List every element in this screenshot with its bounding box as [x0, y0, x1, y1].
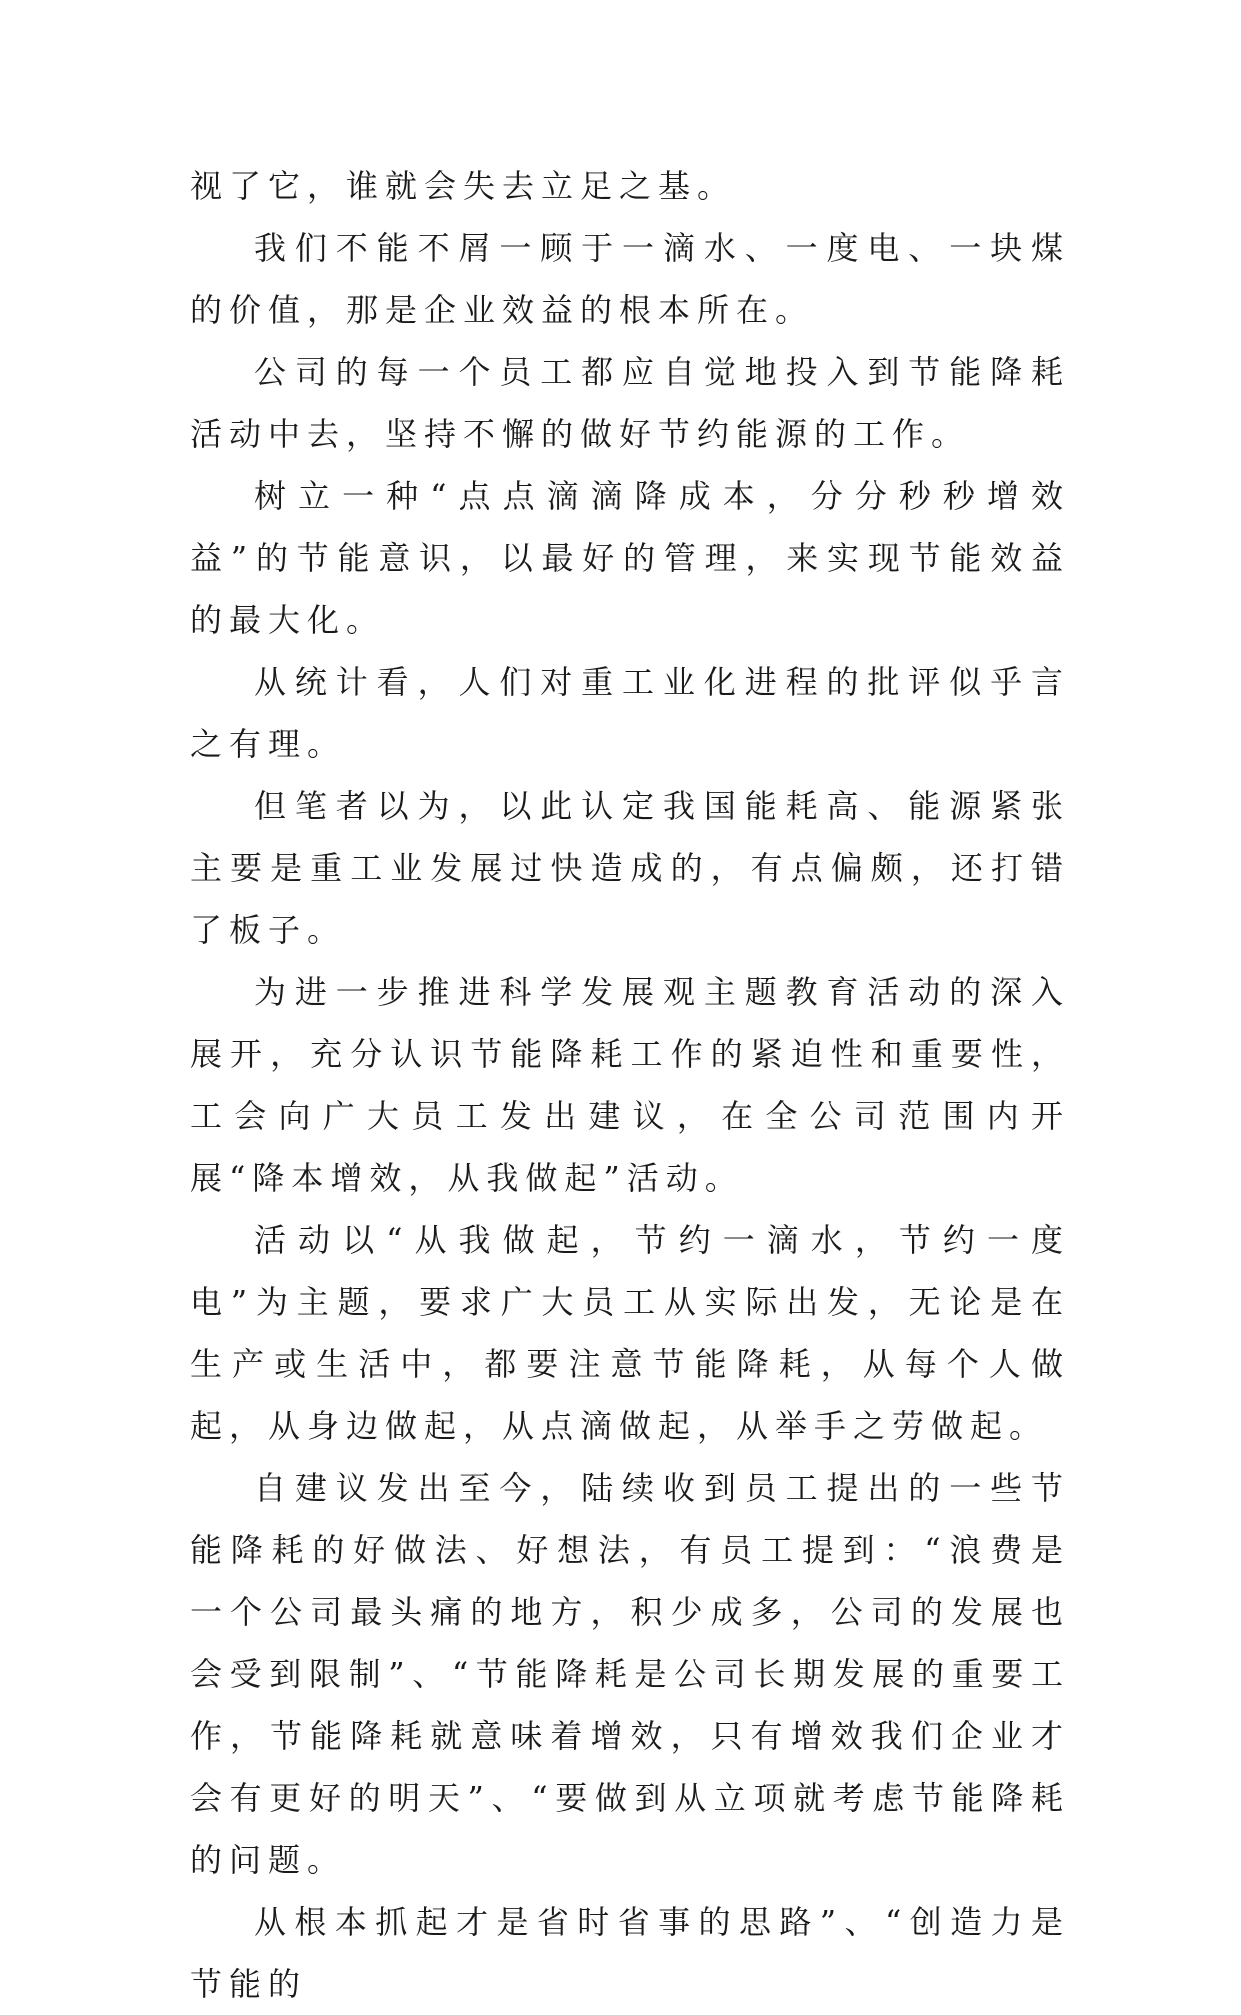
paragraph: 树立一种“点点滴滴降成本，分分秒秒增效益”的节能意识，以最好的管理，来实现节能效益的最大化。	[190, 477, 1070, 639]
paragraph: 公司的每一个员工都应自觉地投入到节能降耗活动中去，坚持不懈的做好节约能源的工作。	[190, 353, 1070, 453]
paragraph-truncated: 从根本抓起才是省时省事的思路”、“创造力是节能的	[190, 1903, 1070, 2003]
paragraph: 自建议发出至今，陆续收到员工提出的一些节能降耗的好做法、好想法，有员工提到：“浪费是一个公司最头痛的地方，积少成多，公司的发展也会受到限制”、“节能降耗是公司长期发展的重要工作，节能降耗就意味着增效，只有增效我们企业才会有更好的明天”、“要做到从立项就考虑节能降耗的问题。	[190, 1469, 1070, 1879]
paragraph: 活动以“从我做起，节约一滴水，节约一度电”为主题，要求广大员工从实际出发，无论是在生产或生活中，都要注意节能降耗，从每个人做起，从身边做起，从点滴做起，从举手之劳做起。	[190, 1221, 1070, 1445]
paragraph: 我们不能不屑一顾于一滴水、一度电、一块煤的价值，那是企业效益的根本所在。	[190, 229, 1070, 329]
body-text	[190, 155, 1070, 2015]
paragraph: 但笔者以为，以此认定我国能耗高、能源紧张主要是重工业发展过快造成的，有点偏颇，还打错了板子。	[190, 787, 1070, 949]
paragraph: 从统计看，人们对重工业化进程的批评似乎言之有理。	[190, 663, 1070, 763]
paragraph: 为进一步推进科学发展观主题教育活动的深入展开，充分认识节能降耗工作的紧迫性和重要性，工会向广大员工发出建议，在全公司范围内开展“降本增效，从我做起”活动。	[190, 973, 1070, 1197]
paragraph-continuation: 视了它，谁就会失去立足之基。	[190, 167, 737, 205]
